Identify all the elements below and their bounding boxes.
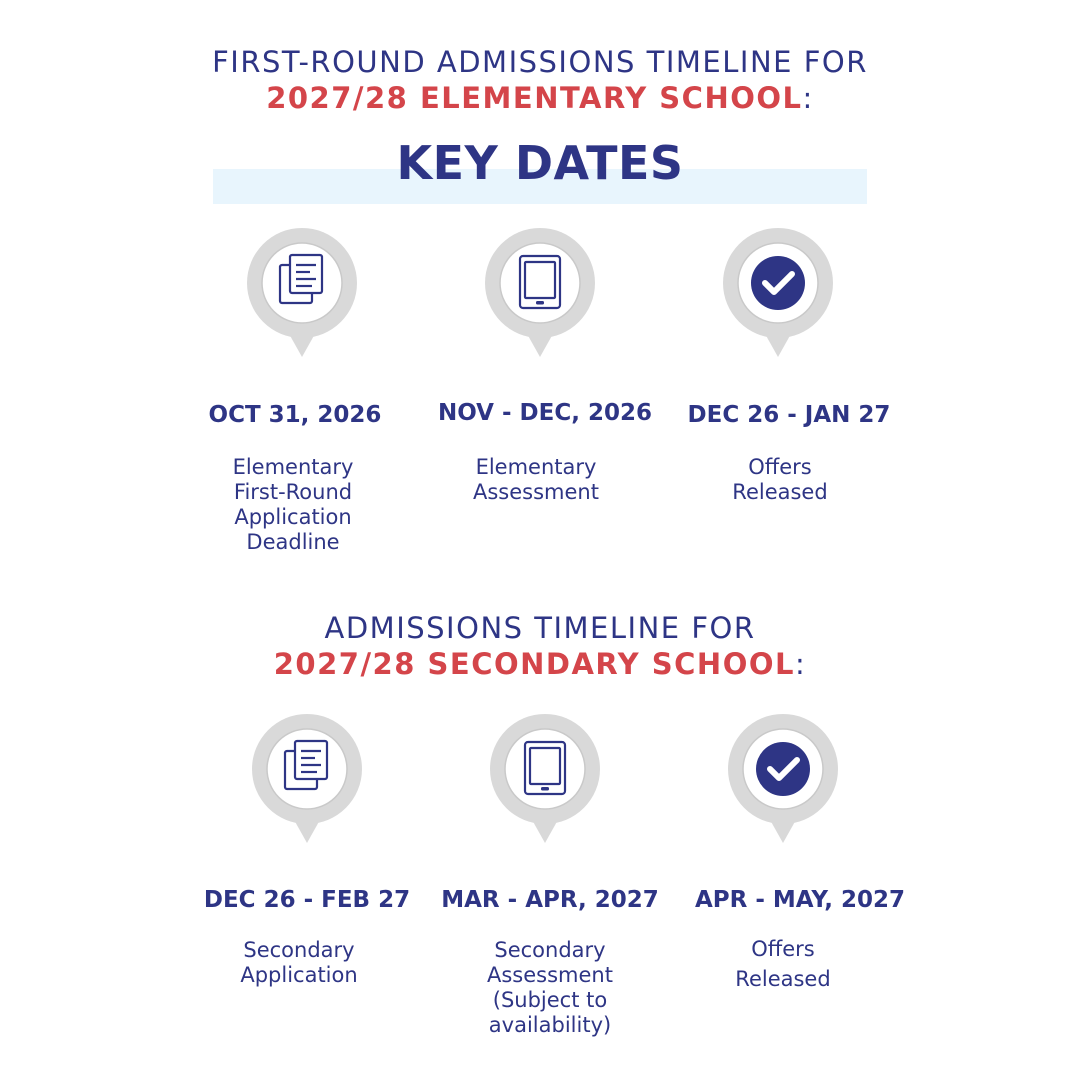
elementary-heading-accent: 2027/28 ELEMENTARY SCHOOL — [266, 81, 803, 115]
secondary-date-1: DEC 26 - FEB 27 — [203, 887, 411, 913]
secondary-date-3: APR - MAY, 2027 — [694, 887, 906, 913]
elementary-pin-2 — [484, 227, 596, 357]
secondary-heading-accent: 2027/28 SECONDARY SCHOOL — [273, 647, 795, 681]
elementary-pin-3 — [722, 227, 834, 357]
secondary-heading-colon: : — [794, 647, 807, 681]
secondary-date-2: MAR - APR, 2027 — [441, 887, 659, 913]
elementary-heading-line1: FIRST-ROUND ADMISSIONS TIMELINE FOR — [212, 45, 868, 79]
elementary-date-3: DEC 26 - JAN 27 — [687, 402, 891, 428]
elementary-heading-colon: : — [802, 81, 814, 115]
elementary-desc-1: Elementary First-Round Application Deadline — [232, 455, 354, 554]
secondary-pin-2 — [489, 713, 601, 843]
key-dates-title: KEY DATES — [396, 136, 684, 190]
secondary-desc-2: Secondary Assessment (Subject to availability) — [487, 938, 613, 1037]
secondary-desc-3: Offers Released — [735, 937, 831, 991]
checkmark-circle-icon — [751, 256, 805, 310]
secondary-desc-1: Secondary Application — [240, 938, 358, 987]
elementary-pin-1 — [246, 227, 358, 357]
elementary-date-1: OCT 31, 2026 — [208, 402, 382, 428]
secondary-pin-1 — [251, 713, 363, 843]
secondary-pin-3 — [727, 713, 839, 843]
secondary-heading — [0, 610, 1080, 682]
elementary-heading — [0, 44, 1080, 116]
elementary-date-2: NOV - DEC, 2026 — [438, 400, 652, 426]
checkmark-circle-icon — [756, 742, 810, 796]
secondary-heading-line1: ADMISSIONS TIMELINE FOR — [324, 611, 756, 645]
elementary-desc-3: Offers Released — [732, 455, 828, 504]
elementary-desc-2: Elementary Assessment — [473, 455, 599, 504]
